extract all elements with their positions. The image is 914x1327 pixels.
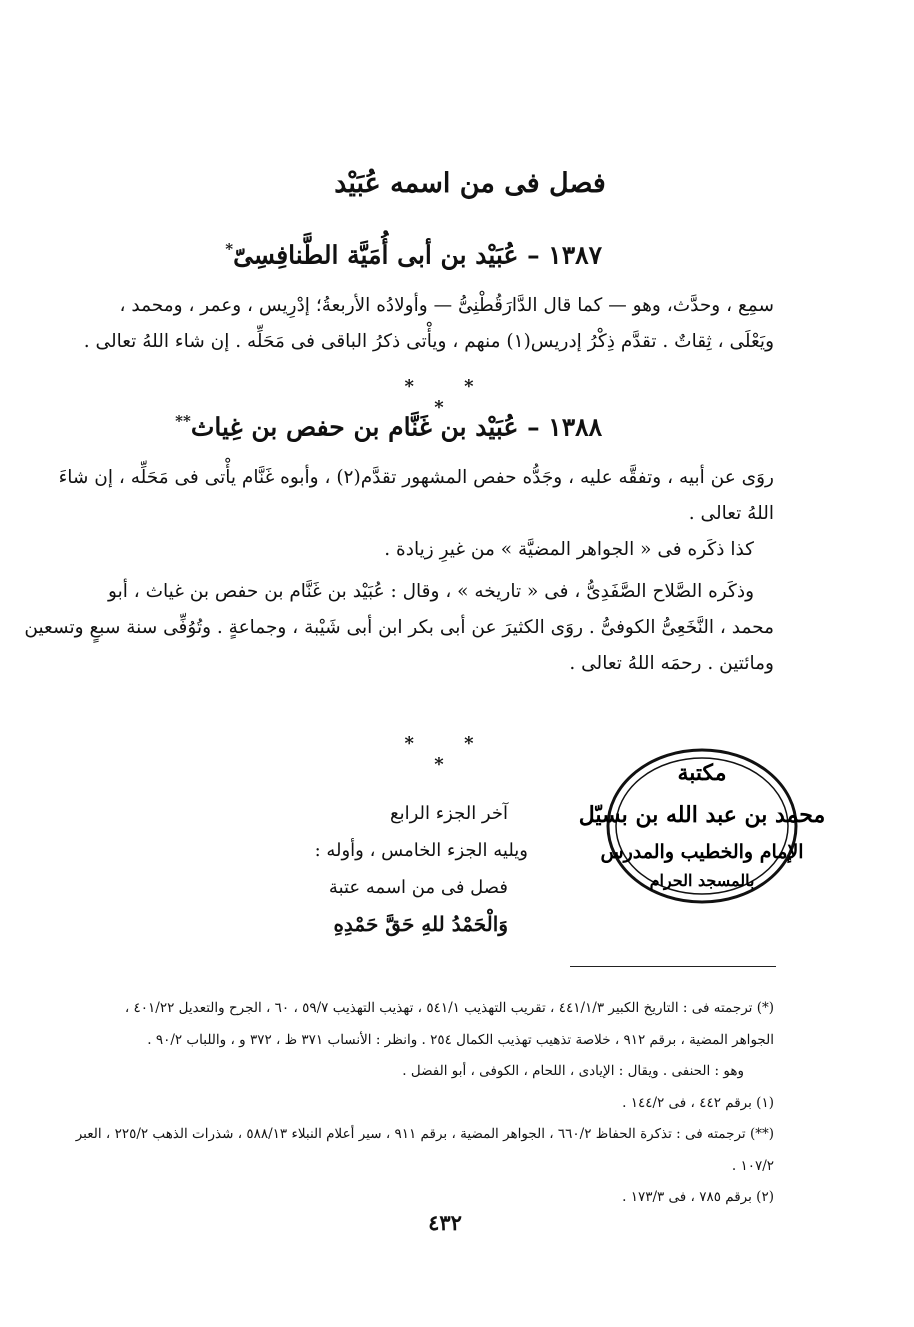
entry-1387-heading — [225, 240, 602, 269]
text-line: سمِع ، وحدَّث، وهو — كما قال الدَّارَقُطْنِىُّ — وأولادُه الأربعةُ؛ إدْرِيس ، وعمر ، ومحمد ، — [119, 295, 774, 316]
footnote-line: الجواهر المضية ، برقم ٩١٢ ، خلاصة تذهيب تهذيب الكمال ٢٥٤ . وانظر : الأنساب ٣٧١ ظ ، ٣٧٢ و ، واللباب ٩٠/٢ . — [147, 1031, 774, 1048]
footnotes — [75, 993, 774, 1214]
colophon — [315, 795, 528, 943]
footnote-divider — [570, 966, 776, 967]
text-line: ومائتين . رحمَه اللهُ تعالى . — [569, 653, 774, 674]
footnote-mark: * — [225, 240, 234, 258]
text-line: روَى عن أبيه ، وتفقَّه عليه ، وجَدُّه حفص المشهور تقدَّم(٢) ، وأبوه غَنَّام يأْتى فى مَحَلِّه ، إن شاءَ — [58, 467, 774, 488]
colophon-line: ويليه الجزء الخامس ، وأوله : — [314, 840, 528, 861]
section-title: فصل فى من اسمه عُبَيْد — [334, 168, 606, 199]
footnote-mark: ** — [175, 412, 191, 430]
footnote-line: (*) ترجمته فى : التاريخ الكبير ٤٤١/١/٣ ، تقريب التهذيب ٥٤١/١ ، تهذيب التهذيب ٥٩/٧ ، ٦٠ ، الجرح والتعديل ٤٠١/٢٢ ، — [124, 1000, 774, 1016]
separator-stars: * * * — [404, 733, 496, 775]
stamp-place: بالمسجد الحرام — [649, 871, 755, 890]
text-line: ويَعْلَى ، ثِقاتٌ . تقدَّم ذِكْرُ إدريس(١) منهم ، ويأْتى ذكرُ الباقى فى مَحَلِّه . إن شاء اللهُ تعالى . — [83, 331, 774, 352]
footnote-line: (٢) برقم ٧٨٥ ، فى ١٧٣/٣ . — [622, 1189, 774, 1205]
footnote-line: (١) برقم ٤٤٢ ، فى ١٤٤/٢ . — [622, 1094, 774, 1111]
entry-1388-heading — [175, 412, 602, 441]
entry-heading-text: ١٣٨٨ – عُبَيْد بن غَنَّام بن حفص بن غِياث — [190, 412, 602, 442]
colophon-line: آخر الجزء الرابع — [389, 803, 508, 824]
stamp-name: محمد بن عبد الله بن بسيّل — [578, 802, 826, 828]
footnote-line: ١٠٧/٢ . — [731, 1157, 774, 1174]
separator-stars: * * * — [404, 376, 496, 418]
footnote-line: وهو : الحنفى . ويقال : الإيادى ، اللحام ، الكوفى ، أبو الفضل . — [402, 1063, 744, 1079]
text-line: اللهُ تعالى . — [688, 503, 774, 524]
text-line: كذا ذكَره فى « الجواهر المضيَّة » من غيرِ زيادة . — [384, 539, 754, 560]
entry-1388-body — [24, 460, 774, 682]
colophon-line: وَالْحَمْدُ للهِ حَقَّ حَمْدِهِ — [333, 912, 508, 936]
page-number: ٤٣٢ — [428, 1210, 462, 1235]
entry-heading-text: ١٣٨٧ – عُبَيْد بن أبى أُمَيَّة الطَّنافِسِىّ — [233, 240, 602, 270]
footnote-line: (**) ترجمته فى : تذكرة الحفاظ ٦٦٠/٢ ، الجواهر المضية ، برقم ٩١١ ، سير أعلام النبلاء ٥٨٨/١٣ ، شذرات الذهب ٢٢٥/٢ ، العبر — [75, 1126, 774, 1142]
text-line: محمد ، النَّخَعِىُّ الكوفىُّ . روَى الكثيرَ عن أبى بكر ابن أبى شَيْبة ، وجماعةٍ . وتُوُفِّى سنة سبعٍ وتسعين — [24, 617, 774, 638]
stamp-title: الإمام والخطيب والمدرس — [600, 841, 804, 863]
colophon-line: فصل فى من اسمه عتبة — [328, 877, 508, 898]
entry-1387-body — [83, 288, 774, 360]
text-line: وذكَره الصَّلاح الصَّفَدِىُّ ، فى « تاريخه » ، وقال : عُبَيْد بن غَنَّام بن حفص بن غياث ، أبو — [108, 581, 754, 602]
library-stamp — [578, 740, 826, 906]
stamp-top-text: مكتبة — [677, 760, 727, 786]
